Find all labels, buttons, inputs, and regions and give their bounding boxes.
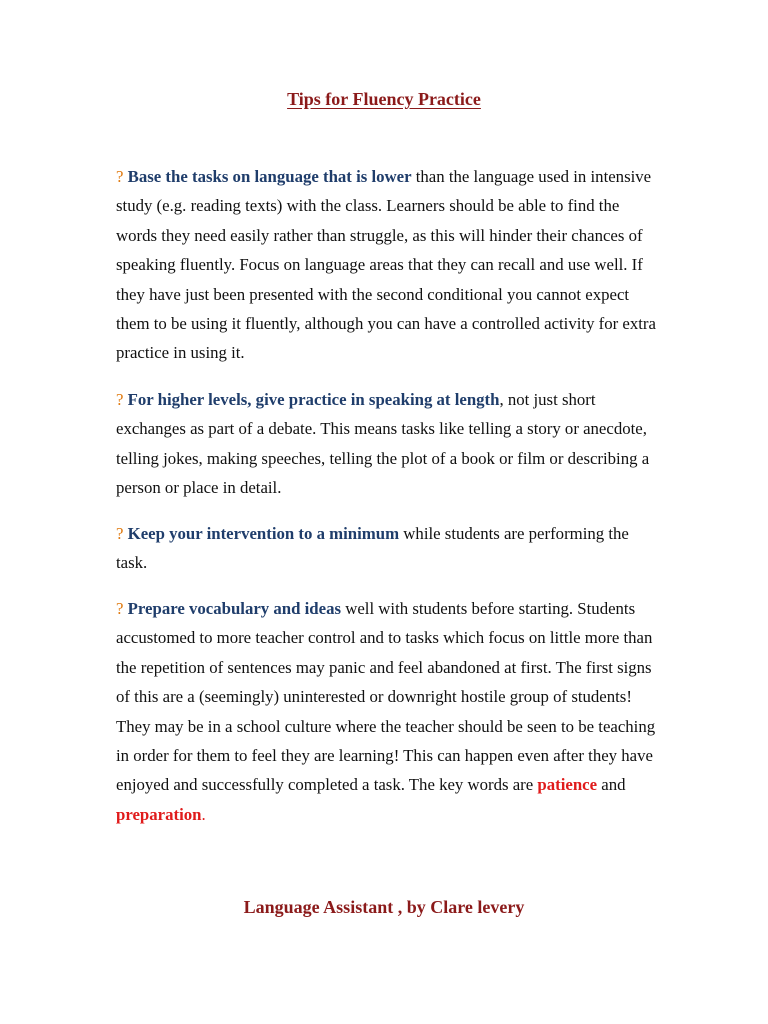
document-footer: Language Assistant , by Clare levery xyxy=(243,897,525,917)
tip-lead-2: For higher levels, give practice in speaking at length xyxy=(127,390,500,409)
final-period: . xyxy=(201,804,206,824)
bullet-marker: ? xyxy=(116,599,124,618)
tip-paragraph-2 xyxy=(116,385,656,503)
tip-text-2: , not just short exchanges as part of a debate. This means tasks like telling a story or anecdote, telling jokes, making speeches, telling the plot of a book or film or describing a person or place in detail. xyxy=(116,390,650,498)
bullet-marker: ? xyxy=(116,390,124,409)
tip-lead-4: Prepare vocabulary and ideas xyxy=(127,599,342,618)
bullet-marker: ? xyxy=(116,167,124,186)
tip-paragraph-1 xyxy=(116,162,656,368)
document-title: Tips for Fluency Practice xyxy=(287,89,481,109)
bullet-marker: ? xyxy=(116,524,124,543)
keyword-preparation: preparation xyxy=(116,804,202,824)
tip-lead-1: Base the tasks on language that is lower xyxy=(127,167,412,186)
keyword-patience: patience xyxy=(537,775,598,795)
tip-text-4: well with students before starting. Students accustomed to more teacher control and to tasks which focus on little more than the repetition of sentences may panic and feel abandoned at first. The first signs of this are a (seemingly) uninterested or downright hostile group of students! They may be in a school culture where the teacher should be seen to be teaching in order for them to feel they are learning! This can happen even after they have enjoyed and successfully completed a task. The key words are xyxy=(116,599,656,795)
keyword-connector: and xyxy=(597,775,626,795)
tip-text-3: while students are performing the task. xyxy=(116,524,629,573)
tip-text-1: than the language used in intensive study (e.g. reading texts) with the class. Learners should be able to find the words they need easily rather than struggle, as this will hinder their chances of speaking fluently. Focus on language areas that they can recall and use well. If they have just been presented with the second conditional you cannot expect them to be using it fluently, although you can have a controlled activity for extra practice in using it. xyxy=(116,167,656,363)
tip-lead-3: Keep your intervention to a minimum xyxy=(127,524,400,543)
tip-paragraph-3 xyxy=(116,519,656,578)
tip-paragraph-4 xyxy=(116,594,656,829)
